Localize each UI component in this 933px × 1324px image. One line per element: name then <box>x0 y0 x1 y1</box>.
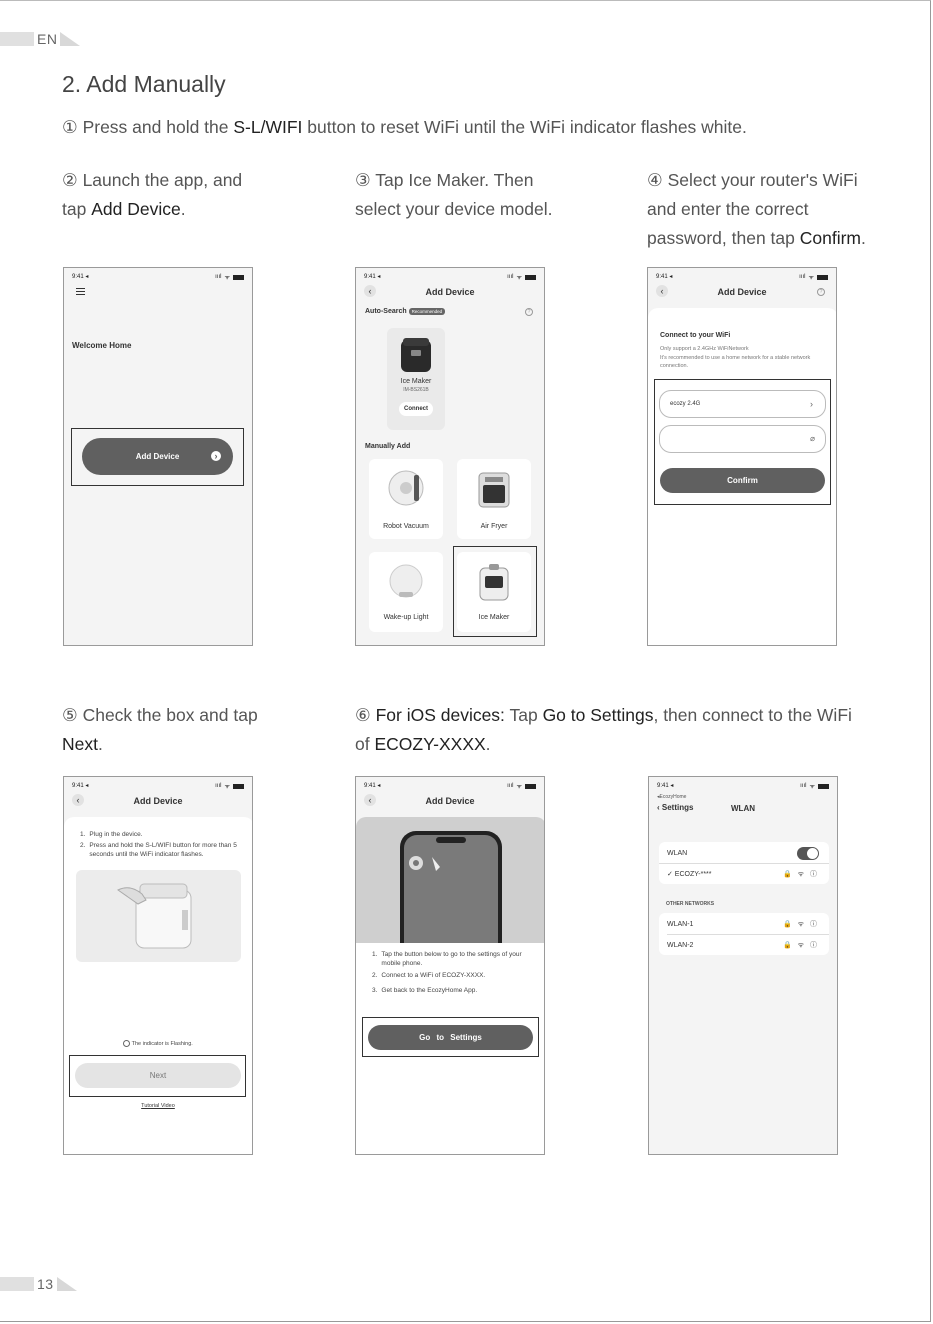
signal-icon: ıııl <box>800 783 807 789</box>
phone-illustration <box>356 817 545 943</box>
page-title: Add Device <box>133 796 183 806</box>
step-5-period: . <box>97 734 103 754</box>
device-illustration <box>76 870 241 962</box>
signal-icon: ıııl <box>215 783 222 789</box>
step-6-period: . <box>485 734 491 754</box>
language-tab <box>0 31 80 47</box>
hand-pressing-button-illustration <box>116 880 206 952</box>
signal-icon: ıııl <box>799 274 806 280</box>
page-number-tab <box>0 1276 77 1292</box>
wifi-note-2: It's recommended to use a home network for a stable network connection. <box>660 355 811 369</box>
phone-wifi-setup <box>647 267 837 646</box>
status-bar <box>72 782 244 790</box>
step-1-bold: S-L/WIFI <box>233 117 303 137</box>
instruction-1-text: Plug in the device. <box>89 831 143 838</box>
wifi-icon: ᯤ <box>224 784 230 790</box>
air-fryer-card[interactable] <box>457 459 531 539</box>
step-2-period: . <box>180 199 186 219</box>
confirm-button[interactable]: Confirm <box>660 468 825 493</box>
battery-icon <box>817 275 828 280</box>
wifi-heading: Connect to your WiFi <box>660 332 731 339</box>
instruction-1-number: 1. <box>372 951 378 958</box>
smartphone-illustration <box>396 829 506 943</box>
step-2-text <box>62 166 302 224</box>
back-button[interactable]: ‹ <box>364 285 376 297</box>
ssid-field[interactable] <box>659 390 826 418</box>
step-6-bold-1: For iOS devices: <box>375 705 505 725</box>
signal-icon: ıııl <box>215 274 222 280</box>
other-networks-heading: OTHER NETWORKS <box>666 901 715 907</box>
step-4-number: ④ <box>647 170 663 190</box>
current-network-row[interactable] <box>659 864 827 884</box>
battery-icon <box>233 275 244 280</box>
add-device-label: Add Device <box>135 452 180 461</box>
indicator-checkbox-row[interactable] <box>64 1040 252 1047</box>
step-1-text <box>62 113 862 142</box>
step-3-number: ③ <box>355 170 371 190</box>
network-status-icons: 🔒 ᯤ ⓘ <box>783 921 819 928</box>
back-button[interactable]: ‹ <box>364 794 376 806</box>
checkbox-label: The indicator is Flashing. <box>131 1040 193 1047</box>
battery-icon <box>525 784 536 789</box>
section-title: 2. Add Manually <box>62 71 226 97</box>
step-5-text <box>62 701 302 759</box>
page-number: 13 <box>37 1276 54 1292</box>
network-status-icons: 🔒 ᯤ ⓘ <box>783 942 819 949</box>
wlan-label: WLAN <box>667 849 688 857</box>
network-row-wlan-2[interactable] <box>659 935 827 955</box>
step-4-bold: Confirm <box>799 228 861 248</box>
instruction-2-number: 2. <box>80 842 86 849</box>
settings-back-button[interactable]: ‹ Settings <box>657 803 694 812</box>
wifi-note-1: Only support a 2.4GHz WiFiNetwork <box>660 346 749 352</box>
phone-go-to-settings <box>355 776 545 1155</box>
instruction-1 <box>372 950 540 968</box>
password-field[interactable] <box>659 425 826 453</box>
tab-bar <box>0 32 34 46</box>
connect-button[interactable]: Connect <box>399 402 433 416</box>
step-3-line-2: select your device model. <box>355 199 553 219</box>
network-status-icons: 🔒 ᯤ ⓘ <box>783 871 819 878</box>
wifi-icon: ᯤ <box>808 275 814 281</box>
status-time: 9:41 ◂ <box>72 274 89 280</box>
checkbox-icon[interactable] <box>123 1040 130 1047</box>
instruction-3-number: 3. <box>372 987 378 994</box>
current-network-label: ✓ ECOZY-**** <box>667 871 712 878</box>
step-1-number: ① <box>62 117 78 137</box>
status-time: 9:41 ◂ <box>364 274 381 280</box>
back-to-app-link[interactable]: ◂EcozyHome <box>657 794 687 800</box>
step-5-number: ⑤ <box>62 705 78 725</box>
air-fryer-label: Air Fryer <box>480 523 508 530</box>
step-3-text <box>355 166 595 224</box>
phone-add-device <box>355 267 545 646</box>
step-6-bold-2: Go to Settings <box>542 705 654 725</box>
auto-search-heading <box>365 308 445 315</box>
ssid-value: ecozy 2.4G <box>670 401 701 407</box>
eye-hidden-icon[interactable]: ⌀ <box>810 434 815 443</box>
step-5-line-1: Check the box and tap <box>82 705 258 725</box>
found-device-model: IM-BS261B <box>403 387 429 393</box>
robot-vacuum-icon <box>387 469 425 507</box>
highlight-box <box>453 546 537 637</box>
status-bar <box>364 273 536 281</box>
status-time: 9:41 ◂ <box>657 783 674 789</box>
back-button[interactable]: ‹ <box>656 285 668 297</box>
phone-ios-wlan-settings <box>648 776 838 1155</box>
ice-maker-device-icon <box>398 334 434 374</box>
ice-maker-found-card[interactable] <box>387 328 445 430</box>
battery-icon <box>818 784 829 789</box>
page-title: Add Device <box>425 287 475 297</box>
status-time: 9:41 ◂ <box>656 274 673 280</box>
status-time: 9:41 ◂ <box>364 783 381 789</box>
tab-bar <box>0 1277 34 1291</box>
wlan-toggle-row[interactable] <box>659 843 827 863</box>
step-6-number: ⑥ <box>355 705 371 725</box>
instruction-2 <box>80 841 250 859</box>
step-6-text-2: , then connect to the WiFi <box>653 705 852 725</box>
wake-up-light-label: Wake-up Light <box>383 614 429 621</box>
robot-vacuum-card[interactable] <box>369 459 443 539</box>
step-4-period: . <box>861 228 866 248</box>
status-bar <box>72 273 244 281</box>
instruction-3-text: Get back to the EcozyHome App. <box>381 987 478 994</box>
signal-icon: ıııl <box>507 274 514 280</box>
step-1-post: button to reset WiFi until the WiFi indicator flashes white. <box>302 117 747 137</box>
tab-triangle <box>57 1277 77 1291</box>
chevron-right-icon: › <box>810 399 813 409</box>
ice-maker-label: Ice Maker <box>478 614 510 621</box>
step-2-bold: Add Device <box>91 199 181 219</box>
status-bar <box>364 782 536 790</box>
welcome-title: Welcome Home <box>72 341 132 350</box>
instruction-2-number: 2. <box>372 972 378 979</box>
wifi-icon: ᯤ <box>224 275 230 281</box>
tab-triangle <box>60 32 80 46</box>
step-2-number: ② <box>62 170 78 190</box>
page-title: Add Device <box>425 796 475 806</box>
phone-reset-device <box>63 776 253 1155</box>
status-time: 9:41 ◂ <box>72 783 89 789</box>
step-6-text <box>355 701 895 759</box>
robot-vacuum-label: Robot Vacuum <box>383 523 429 530</box>
step-6-text-1: Tap <box>504 705 543 725</box>
wake-up-light-card[interactable] <box>369 552 443 632</box>
status-bar <box>656 273 828 281</box>
step-4-line-2: and enter the correct <box>647 199 809 219</box>
help-icon[interactable]: ? <box>525 308 533 316</box>
page-title: WLAN <box>731 804 755 813</box>
instruction-1-number: 1. <box>80 831 86 838</box>
wifi-icon: ᯤ <box>516 784 522 790</box>
wifi-icon: ᯤ <box>809 784 815 790</box>
network-name-1: WLAN-1 <box>667 920 694 928</box>
arrow-circle-icon: › <box>211 451 221 461</box>
wake-up-light-icon <box>387 562 425 600</box>
wlan-toggle[interactable] <box>797 847 819 860</box>
go-to-settings-button[interactable]: Go to Settings <box>368 1025 533 1050</box>
step-2-line-1: Launch the app, and <box>82 170 243 190</box>
battery-icon <box>525 275 536 280</box>
network-name-2: WLAN-2 <box>667 941 694 949</box>
step-6-line-2: of <box>355 734 375 754</box>
recommended-badge: Recommended <box>409 308 446 315</box>
help-icon[interactable]: ? <box>817 288 825 296</box>
network-row-wlan-1[interactable] <box>659 914 827 934</box>
back-button[interactable]: ‹ <box>72 794 84 806</box>
instruction-2-text: Press and hold the S-L/WIFI button for more than 5 seconds until the WiFi indicator flashes. <box>89 842 237 858</box>
instruction-1-text: Tap the button below to go to the settings of your mobile phone. <box>381 951 522 967</box>
step-1-pre: Press and hold the <box>82 117 234 137</box>
phone-welcome-home <box>63 267 253 646</box>
manual-add-heading: Manually Add <box>365 443 411 450</box>
step-4-line-3: password, then tap <box>647 228 800 248</box>
next-button[interactable]: Next <box>75 1063 241 1088</box>
auto-search-label: Auto-Search <box>365 308 407 315</box>
instruction-3 <box>372 986 540 995</box>
step-4-line-1: Select your router's WiFi <box>667 170 858 190</box>
status-bar <box>657 782 829 790</box>
air-fryer-icon <box>475 469 513 509</box>
menu-icon[interactable] <box>76 288 85 295</box>
step-4-text <box>647 166 897 253</box>
battery-icon <box>233 784 244 789</box>
tutorial-video-link[interactable]: Tutorial Video <box>141 1103 175 1109</box>
step-2-line-2: tap <box>62 199 92 219</box>
instruction-1 <box>80 830 250 839</box>
step-3-line-1: Tap Ice Maker. Then <box>375 170 534 190</box>
signal-icon: ıııl <box>507 783 514 789</box>
add-device-button[interactable] <box>82 438 233 475</box>
page-title: Add Device <box>717 287 767 297</box>
instruction-2 <box>372 971 540 980</box>
found-device-name: Ice Maker <box>400 378 432 385</box>
language-label: EN <box>37 31 58 47</box>
step-6-bold-3: ECOZY-XXXX <box>374 734 486 754</box>
instruction-2-text: Connect to a WiFi of ECOZY-XXXX. <box>381 972 486 979</box>
step-5-bold: Next <box>62 734 98 754</box>
wifi-icon: ᯤ <box>516 275 522 281</box>
